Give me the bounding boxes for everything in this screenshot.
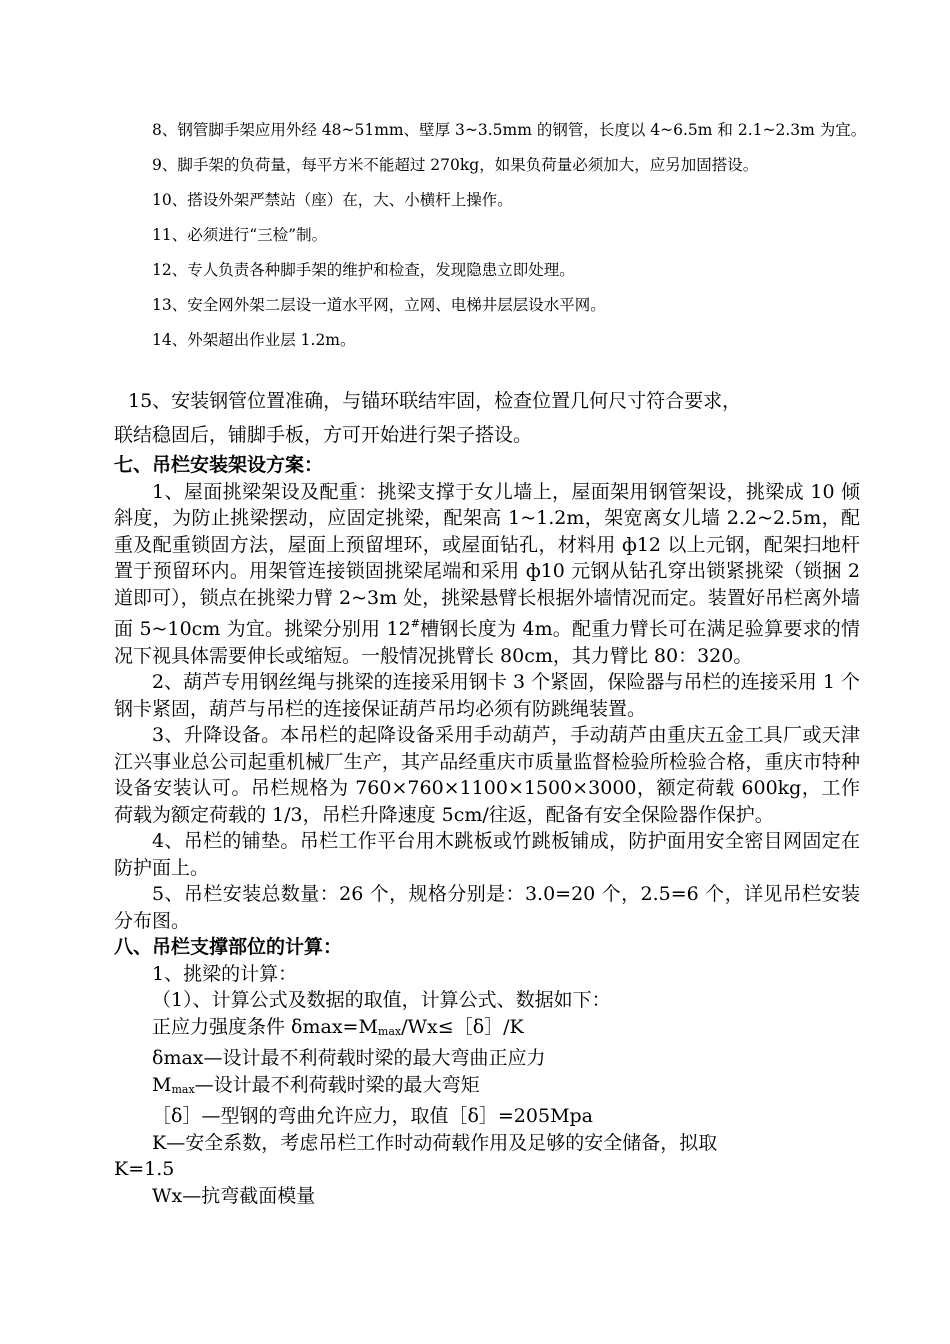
section-7-paragraph-5: 5、吊栏安装总数量：26 个，规格分别是：3.0=20 个，2.5=6 个，详见吊栏安装分布图。 — [114, 883, 860, 932]
list-item: 14、外架超出作业层 1.2m。 — [152, 331, 356, 349]
list-item: 9、脚手架的负荷量，每平方米不能超过 270kg，如果负荷量必须加大，应另加固搭设。 — [152, 156, 759, 174]
section-7-heading: 七、吊栏安装架设方案： — [114, 454, 324, 476]
definition-k-line-2: K=1.5 — [114, 1158, 175, 1180]
definition-allowable-stress: ［δ］—型钢的弯曲允许应力，取值［δ］=205Mpa — [152, 1105, 594, 1127]
section-8-paragraph-2: （1）、计算公式及数据的取值，计算公式、数据如下： — [152, 989, 611, 1011]
main-text-block — [114, 384, 860, 1209]
list-item: 11、必须进行“三检”制。 — [152, 226, 328, 244]
definition-wx: Wx—抗弯截面模量 — [152, 1184, 316, 1207]
section-7-paragraph-3: 3、升降设备。本吊栏的起降设备采用手动葫芦，手动葫芦由重庆五金工具厂或天津江兴事业总公司起重机械厂生产，其产品经重庆市质量监督检验所检验合格，重庆市特种设备安装认可。吊栏规格为 760×760×1100×1500×3000，额定荷载 600kg，工作荷载为额定荷载的 1/3，吊栏升降速度 5cm/往返，配备有安全保险器作保护。 — [114, 724, 860, 826]
item-15-line-2: 联结稳固后，铺脚手板，方可开始进行架子搭设。 — [114, 424, 533, 446]
strength-formula: 正应力强度条件 δmax=Mmax/Wx≤［δ］/K — [152, 1015, 524, 1038]
list-item: 12、专人负责各种脚手架的维护和检查，发现隐患立即处理。 — [152, 261, 575, 279]
section-8-heading: 八、吊栏支撑部位的计算： — [114, 936, 343, 958]
section-8-paragraph-1: 1、挑梁的计算： — [152, 962, 298, 985]
section-7-paragraph-2: 2、葫芦专用钢丝绳与挑梁的连接采用钢卡 3 个紧固，保险器与吊栏的连接采用 1 个钢卡紧固，葫芦与吊栏的连接保证葫芦吊均必须有防跳绳装置。 — [114, 671, 860, 720]
list-item: 8、钢管脚手架应用外经 48~51mm、壁厚 3~3.5mm 的钢管，长度以 4~6.5m 和 2.1~2.3m 为宜。 — [152, 121, 867, 139]
section-7-paragraph-1: 1、屋面挑梁架设及配重：挑梁支撑于女儿墙上，屋面架用钢管架设，挑梁成 10 倾斜度，为防止挑梁摆动，应固定挑梁，配架高 1~1.2m，架宽离女儿墙 2.2~2.5m，配重及配重锁固方法，屋面上预留埋环，或屋面钻孔，材料用 ф12 以上元钢，配架扫地杆置于预留环内。用架管连接锁固挑梁尾端和采用 ф10 元钢从钻孔穿出锁紧挑梁（锁捆 2 道即可），锁点在挑梁力臂 2~3m 处，挑梁悬臂长根据外墙情况而定。装置好吊栏离外墙面 5~10cm 为宜。挑梁分别用 12#槽钢长度为 4m。配重力臂长可在满足验算要求的情况下视具体需要伸长或缩短。一般情况挑臂长 80cm，其力臂比 80：320。 — [114, 480, 861, 667]
list-item: 13、安全网外架二层设一道水平网，立网、电梯井层层设水平网。 — [152, 296, 606, 314]
list-item: 10、搭设外架严禁站（座）在，大、小横杆上操作。 — [152, 191, 513, 209]
definition-m-max: Mmax—设计最不利荷载时梁的最大弯矩 — [152, 1073, 480, 1096]
section-7-paragraph-4: 4、吊栏的铺垫。吊栏工作平台用木跳板或竹跳板铺成，防护面用安全密目网固定在防护面上。 — [114, 830, 860, 879]
scaffold-rules-list — [152, 118, 867, 363]
item-15-line-1: 15、安装钢管位置准确，与锚环联结牢固，检查位置几何尺寸符合要求， — [128, 390, 742, 412]
definition-delta-max: δmax—设计最不利荷载时梁的最大弯曲正应力 — [152, 1047, 546, 1069]
definition-k-line-1: K—安全系数，考虑吊栏工作时动荷载作用及足够的安全储备，拟取 — [152, 1131, 718, 1154]
